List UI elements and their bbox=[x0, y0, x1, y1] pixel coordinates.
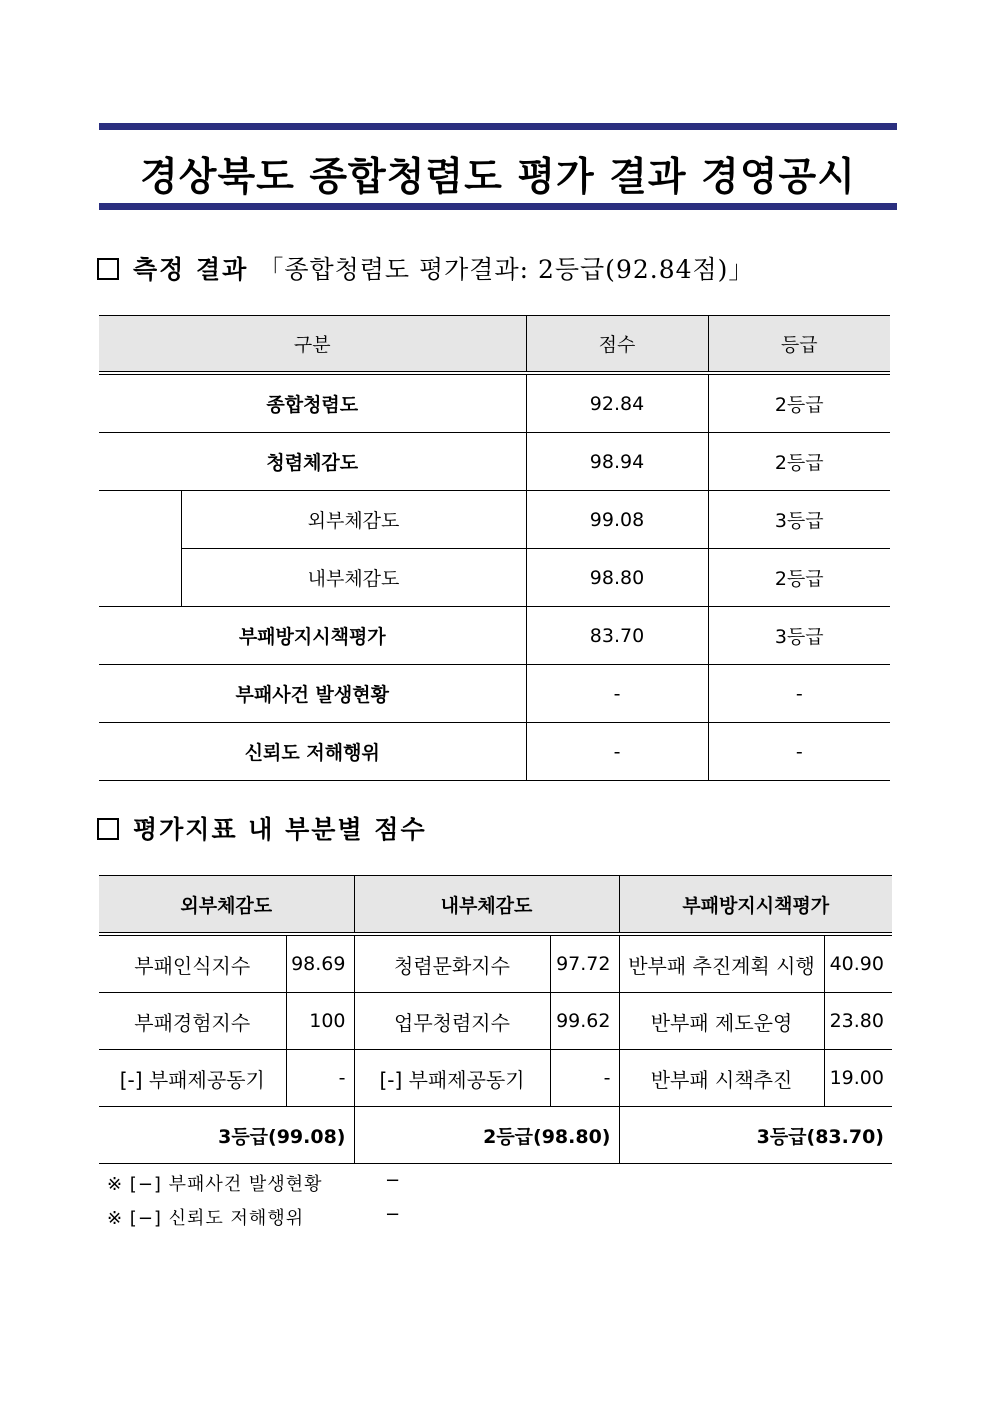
row-label: 외부체감도 bbox=[181, 491, 526, 549]
row-label: 신뢰도 저해행위 bbox=[99, 723, 526, 781]
cell-value: 19.00 bbox=[824, 1050, 892, 1107]
table-row bbox=[99, 1050, 892, 1107]
checkbox-square-icon bbox=[97, 818, 119, 840]
row-score: 83.70 bbox=[526, 607, 708, 665]
row-score: - bbox=[526, 723, 708, 781]
table-row bbox=[99, 993, 892, 1050]
row-grade: 2등급 bbox=[708, 549, 890, 607]
cell-label: 업무청렴지수 bbox=[354, 993, 550, 1050]
row-score: 98.94 bbox=[526, 433, 708, 491]
section-breakdown bbox=[97, 810, 427, 846]
row-grade: 3등급 bbox=[708, 607, 890, 665]
row-score: 98.80 bbox=[526, 549, 708, 607]
cell-value: 100 bbox=[286, 993, 354, 1050]
section-summary: 「종합청렴도 평가결과: 2등급(92.84점)」 bbox=[258, 255, 755, 284]
header-score: 점수 bbox=[526, 316, 708, 374]
row-score: 99.08 bbox=[526, 491, 708, 549]
section-label: 평가지표 내 부분별 점수 bbox=[133, 815, 427, 844]
title-box bbox=[99, 123, 897, 210]
cell-label: 부패경험지수 bbox=[99, 993, 286, 1050]
note-value: − bbox=[385, 1170, 402, 1191]
note-value: − bbox=[385, 1204, 402, 1225]
header-policy: 부패방지시책평가 bbox=[619, 876, 892, 935]
cell-label: [-] 부패제공동기 bbox=[99, 1050, 286, 1107]
table-row bbox=[99, 723, 890, 781]
cell-value: 97.72 bbox=[550, 934, 619, 993]
header-external: 외부체감도 bbox=[99, 876, 354, 935]
indent-cell bbox=[99, 491, 181, 549]
cell-value: - bbox=[286, 1050, 354, 1107]
row-score: 92.84 bbox=[526, 373, 708, 433]
cell-label: 반부패 시책추진 bbox=[619, 1050, 824, 1107]
table-header-row bbox=[99, 876, 892, 935]
row-grade: - bbox=[708, 723, 890, 781]
totals-row bbox=[99, 1107, 892, 1164]
indent-cell bbox=[99, 549, 181, 607]
cell-label: [-] 부패제공동기 bbox=[354, 1050, 550, 1107]
cell-value: 98.69 bbox=[286, 934, 354, 993]
cell-value: 23.80 bbox=[824, 993, 892, 1050]
row-label: 부패사건 발생현황 bbox=[99, 665, 526, 723]
section-measurement bbox=[97, 250, 754, 286]
header-category: 구분 bbox=[99, 316, 526, 374]
note-trust-violation bbox=[107, 1204, 402, 1230]
row-label: 내부체감도 bbox=[181, 549, 526, 607]
cell-value: 40.90 bbox=[824, 934, 892, 993]
note-text: ※ [−] 부패사건 발생현황 bbox=[107, 1174, 323, 1195]
table-header-row bbox=[99, 316, 890, 374]
total-external: 3등급(99.08) bbox=[99, 1107, 354, 1164]
note-corruption-cases bbox=[107, 1170, 402, 1196]
header-grade: 등급 bbox=[708, 316, 890, 374]
note-text: ※ [−] 신뢰도 저해행위 bbox=[107, 1208, 305, 1229]
section-label: 측정 결과 bbox=[133, 255, 249, 284]
total-internal: 2등급(98.80) bbox=[354, 1107, 619, 1164]
cell-value: 99.62 bbox=[550, 993, 619, 1050]
table-row bbox=[99, 607, 890, 665]
page-title: 경상북도 종합청렴도 평가 결과 경영공시 bbox=[140, 155, 856, 200]
table-row bbox=[99, 433, 890, 491]
row-grade: - bbox=[708, 665, 890, 723]
breakdown-table bbox=[99, 875, 892, 1164]
checkbox-square-icon bbox=[97, 258, 119, 280]
row-score: - bbox=[526, 665, 708, 723]
result-table bbox=[99, 315, 890, 781]
cell-label: 반부패 제도운영 bbox=[619, 993, 824, 1050]
row-label: 종합청렴도 bbox=[99, 373, 526, 433]
table-row bbox=[99, 665, 890, 723]
table-row bbox=[99, 934, 892, 993]
cell-label: 반부패 추진계획 시행 bbox=[619, 934, 824, 993]
row-label: 부패방지시책평가 bbox=[99, 607, 526, 665]
cell-label: 청렴문화지수 bbox=[354, 934, 550, 993]
cell-label: 부패인식지수 bbox=[99, 934, 286, 993]
cell-value: - bbox=[550, 1050, 619, 1107]
row-grade: 3등급 bbox=[708, 491, 890, 549]
header-internal: 내부체감도 bbox=[354, 876, 619, 935]
table-row bbox=[99, 491, 890, 549]
row-label: 청렴체감도 bbox=[99, 433, 526, 491]
row-grade: 2등급 bbox=[708, 373, 890, 433]
table-row bbox=[99, 373, 890, 433]
total-policy: 3등급(83.70) bbox=[619, 1107, 892, 1164]
table-row bbox=[99, 549, 890, 607]
row-grade: 2등급 bbox=[708, 433, 890, 491]
